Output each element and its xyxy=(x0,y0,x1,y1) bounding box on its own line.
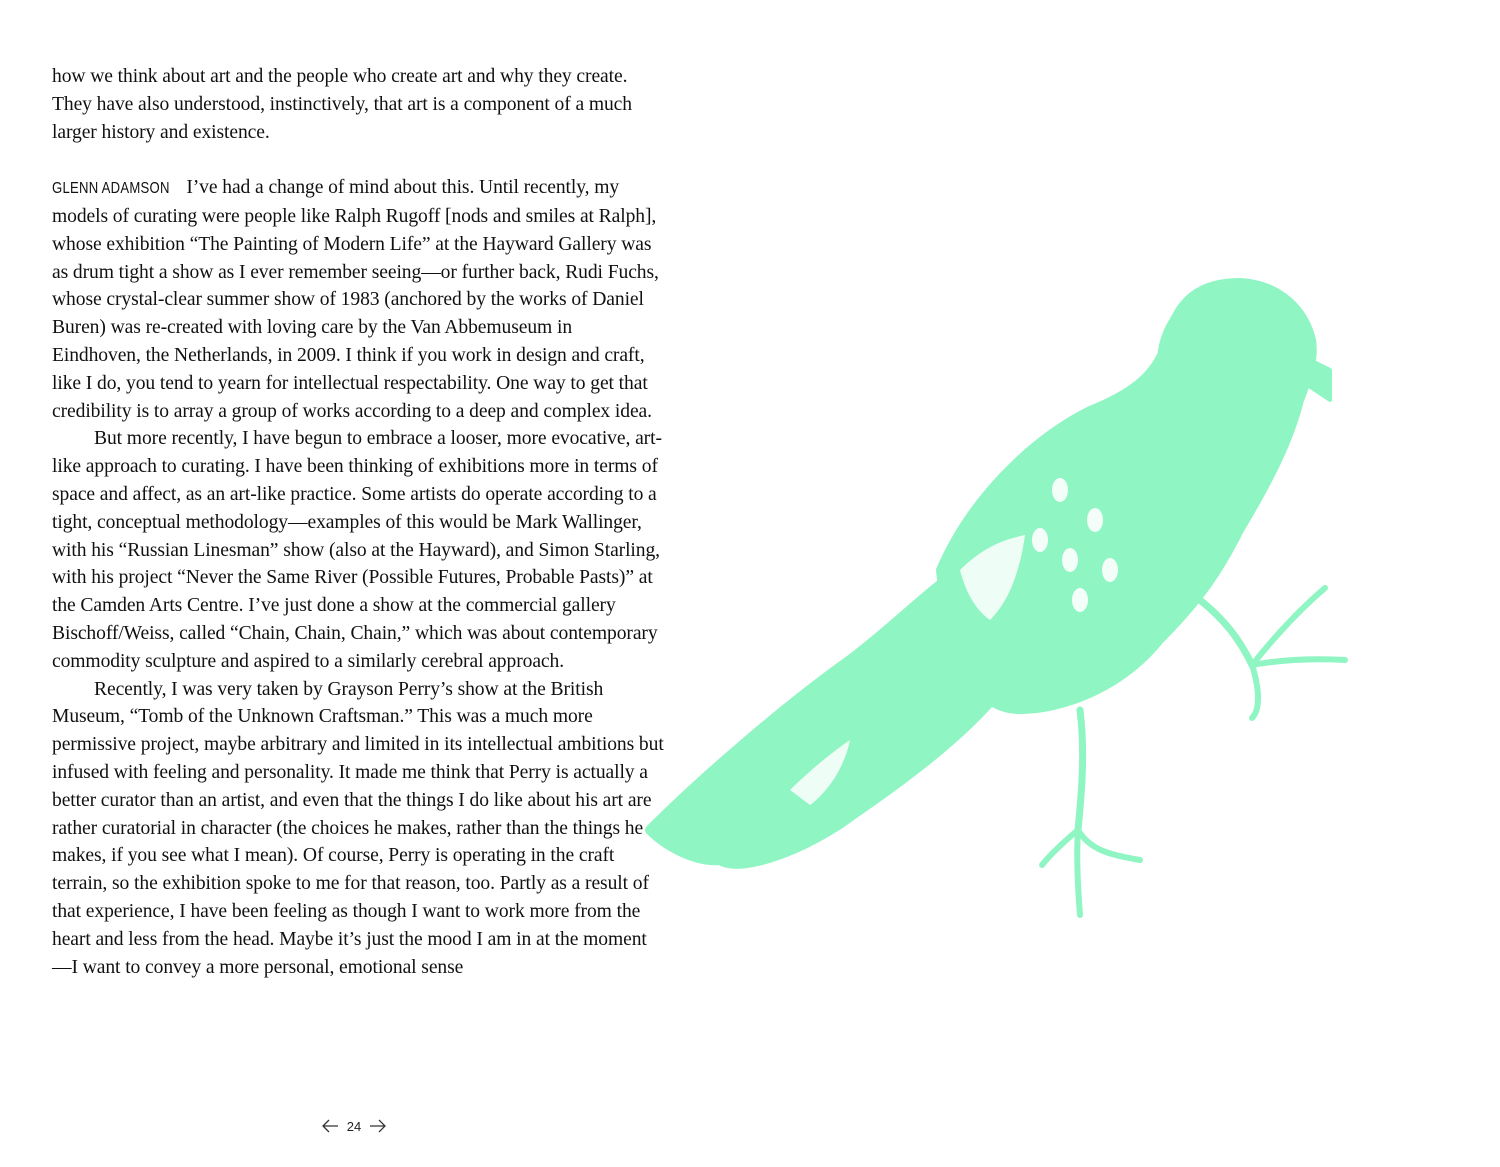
paragraph-adamson-2: But more recently, I have begun to embrace a looser, more evocative, art-like approach to curating. I have been thinking of exhibitions more in terms of space and affect, as an art-like practice. Some artists do operate according to a tight, conceptual methodology—examples of this would be Mark Wallinger, with his “Russian Linesman” show (also at the Hayward), and Simon Starling, with his project “Never the Same River (Possible Futures, Probable Pasts)” at the Camden Arts Centre. I’ve just done a show at the commercial gallery Bischoff/Weiss, called “Chain, Chain, Chain,” which was about contemporary commodity sculpture and aspired to a similarly cerebral approach. xyxy=(52,428,662,672)
arrow-left-icon xyxy=(321,1119,339,1133)
speaker-name: GLENN ADAMSON xyxy=(52,180,170,198)
paragraph-adamson-1-text: I’ve had a change of mind about this. Until recently, my models of curating were people like Ralph Rugoff [nods and smiles at Ralph], whose exhibition “The Painting of Modern Life” at the Hayward Gallery was as drum tight a show as I ever remember seeing—or further back, Rudi Fuchs, whose crystal-clear summer show of 1983 (anchored by the works of Daniel Buren) was re-created with loving care by the Van Abbemuseum in Eindhoven, the Netherlands, in 2009. I think if you work in design and craft, like I do, you tend to yearn for intellectual respectability. One way to get that credibility is to array a group of works according to a deep and complex idea. xyxy=(52,177,659,422)
arrow-right-icon xyxy=(369,1119,387,1133)
page-folio xyxy=(318,1116,390,1136)
paragraph-intro: how we think about art and the people who create art and why they create. They have also understood, instinctively, that art is a component of a much larger history and existence. xyxy=(52,66,632,143)
page-number: 24 xyxy=(346,1118,362,1134)
paragraph-adamson-1 xyxy=(52,174,664,425)
paragraph-adamson-3: Recently, I was very taken by Grayson Perry’s show at the British Museum, “Tomb of the Unknown Craftsman.” This was a much more permissive project, maybe arbitrary and limited in its intellectual ambitions but infused with feeling and personality. It made me think that Perry is actually a better curator than an artist, and even that the things I do like about his art are rather curatorial in character (the choices he makes, rather than the things he makes, if you see what I mean). Of course, Perry is operating in the craft terrain, so the exhibition spoke to me for that reason, too. Partly as a result of that experience, I have been feeling as though I want to work more from the heart and less from the head. Maybe it’s just the mood I am in at the moment—I want to convey a more personal, emotional sense xyxy=(52,678,664,978)
pigeon-illustration xyxy=(640,270,1370,930)
body-text-column xyxy=(52,63,664,981)
